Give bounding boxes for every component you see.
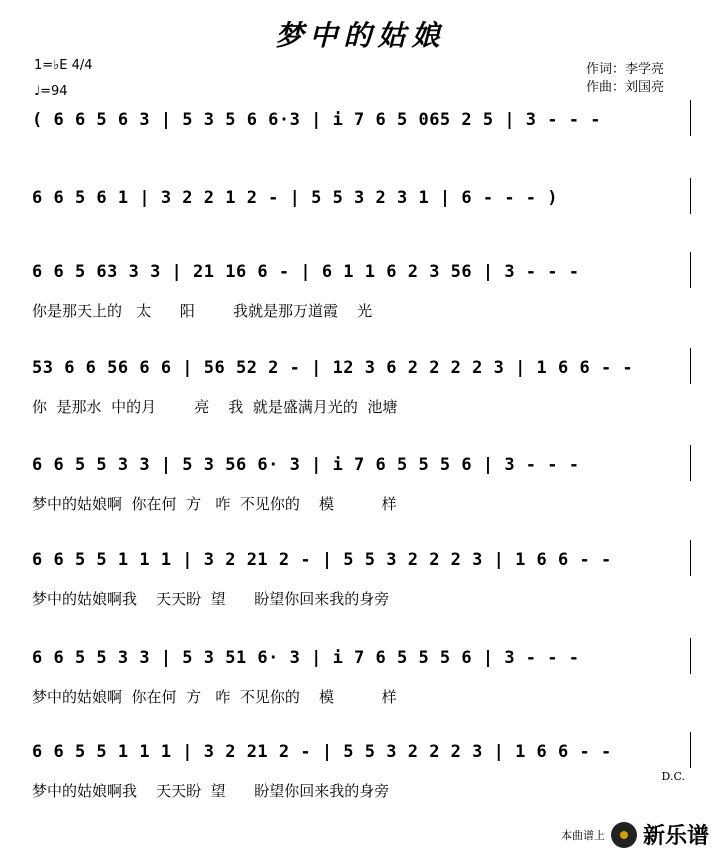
tempo-marking: ♩=94 [34, 84, 68, 99]
bar-line [690, 100, 691, 136]
lyric-line: 你 是那水 中的月 亮 我 就是盛满月光的 池塘 [32, 398, 398, 416]
lyric-line: 梦中的姑娘啊我 天天盼 望 盼望你回来我的身旁 [32, 590, 390, 608]
bar-line [690, 178, 691, 214]
da-capo-mark: D.C. [661, 770, 685, 783]
footer-text: 本曲谱上 [560, 828, 605, 842]
key-signature: 1=♭E 4/4 [34, 58, 93, 73]
notation-row [32, 110, 692, 140]
note-line: 6 6 5 5 1 1 1 | 3 2 21 2 - | 5 5 3 2 2 2 3 | 1 6 6 - - [32, 742, 612, 762]
notation-row [32, 262, 692, 292]
note-line: 6 6 5 5 1 1 1 | 3 2 21 2 - | 5 5 3 2 2 2 3 | 1 6 6 - - [32, 550, 612, 570]
notation-row [32, 550, 692, 580]
notation-row [32, 648, 692, 678]
notation-row [32, 742, 692, 772]
note-line: 6 6 5 63 3 3 | 21 16 6 - | 6 1 1 6 2 3 56 | 3 - - - [32, 262, 580, 282]
record-icon [611, 822, 637, 848]
site-logo [561, 819, 709, 850]
lyricist-credit: 作词：李学亮 [586, 62, 665, 77]
lyric-line: 梦中的姑娘啊 你在何 方 咋 不见你的 模 样 [32, 688, 397, 706]
notation-row [32, 358, 692, 388]
bar-line [690, 252, 691, 288]
composer-credit: 作曲：刘国亮 [586, 80, 665, 95]
notation-row [32, 188, 692, 218]
bar-line [690, 348, 691, 384]
bar-line [690, 638, 691, 674]
song-title: 梦中的姑娘 [275, 19, 446, 52]
lyric-line: 梦中的姑娘啊我 天天盼 望 盼望你回来我的身旁 [32, 782, 390, 800]
notation-row [32, 455, 692, 485]
note-line: 6 6 5 5 3 3 | 5 3 56 6· 3 | i 7 6 5 5 5 6 | 3 - - - [32, 455, 580, 475]
bar-line [690, 445, 691, 481]
lyric-line: 你是那天上的 太 阳 我就是那万道霞 光 [32, 302, 373, 320]
bar-line [690, 540, 691, 576]
bar-line [690, 732, 691, 768]
lyric-line: 梦中的姑娘啊 你在何 方 咋 不见你的 模 样 [32, 495, 397, 513]
note-line: ( 6 6 5 6 3 | 5 3 5 6 6·3 | i 7 6 5 065 2 5 | 3 - - - [32, 110, 601, 130]
note-line: 53 6 6 56 6 6 | 56 52 2 - | 12 3 6 2 2 2 2 3 | 1 6 6 - - [32, 358, 634, 378]
note-line: 6 6 5 6 1 | 3 2 2 1 2 - | 5 5 3 2 3 1 | 6 - - - ) [32, 188, 559, 208]
note-line: 6 6 5 5 3 3 | 5 3 51 6· 3 | i 7 6 5 5 5 6 | 3 - - - [32, 648, 580, 668]
brand-name: 新乐谱 [642, 824, 709, 849]
